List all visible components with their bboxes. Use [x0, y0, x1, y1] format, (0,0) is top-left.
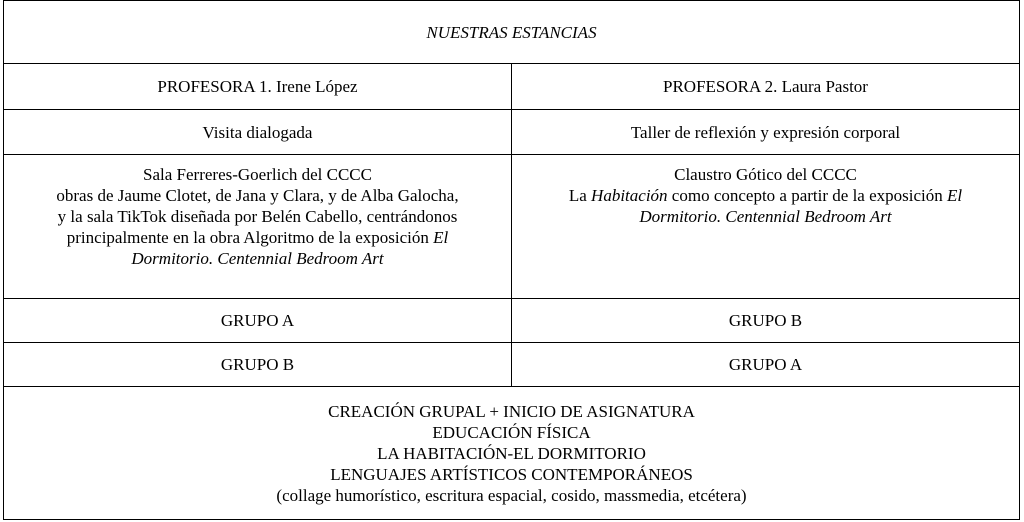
place-2-line-2-text: como concepto a partir de la exposición [667, 186, 948, 205]
place-1-line-5-italic: Dormitorio. Centennial Bedroom Art [131, 249, 384, 268]
place-1-cell [4, 155, 512, 299]
table-title: NUESTRAS ESTANCIAS [4, 1, 1020, 64]
place-1-line-4-italic: El [433, 228, 449, 247]
title-row [4, 1, 1020, 64]
place-2-line-3 [518, 206, 1013, 227]
summary-line-4: LENGUAJES ARTÍSTICOS CONTEMPORÁNEOS [330, 464, 693, 484]
place-2-cell [512, 155, 1020, 299]
place-1-line-3: y la sala TikTok diseñada por Belén Cabello, centrándonos [57, 207, 458, 226]
place-2-line-3-italic: Dormitorio. Centennial Bedroom Art [639, 207, 892, 226]
groups-row-2 [4, 343, 1020, 387]
professors-row [4, 64, 1020, 110]
summary-line-2: EDUCACIÓN FÍSICA [432, 422, 591, 442]
activity-1-cell: Visita dialogada [4, 110, 512, 155]
place-1-line-4 [10, 227, 505, 248]
activities-row [4, 110, 1020, 155]
place-1-line-2: obras de Jaume Clotet, de Jana y Clara, y de Alba Galocha, [56, 186, 459, 205]
summary-line-3: LA HABITACIÓN-EL DORMITORIO [377, 443, 646, 463]
group-row-2-right: GRUPO A [512, 343, 1020, 387]
place-2-line-2-italic: Habitación [591, 186, 668, 205]
summary-line-1: CREACIÓN GRUPAL + INICIO DE ASIGNATURA [328, 401, 695, 421]
place-2-line-2-prefix: La [568, 186, 592, 205]
groups-row-1 [4, 299, 1020, 343]
place-1-line-4-text: principalmente en la obra Algoritmo de la exposición [66, 228, 434, 247]
place-1-line-1: Sala Ferreres-Goerlich del CCCC [143, 165, 372, 184]
group-row-1-right: GRUPO B [512, 299, 1020, 343]
activity-2-cell: Taller de reflexión y expresión corporal [512, 110, 1020, 155]
places-row [4, 155, 1020, 299]
summary-cell [4, 387, 1020, 520]
schedule-table [3, 0, 1020, 520]
group-row-1-left: GRUPO A [4, 299, 512, 343]
summary-row [4, 387, 1020, 520]
professor-2-cell: PROFESORA 2. Laura Pastor [512, 64, 1020, 110]
place-2-line-1: Claustro Gótico del CCCC [674, 165, 857, 184]
place-2-line-2-italic-end: El [947, 186, 963, 205]
group-row-2-left: GRUPO B [4, 343, 512, 387]
summary-line-5: (collage humorístico, escritura espacial, cosido, massmedia, etcétera) [276, 485, 747, 505]
place-2-line-2 [518, 185, 1013, 206]
place-1-line-5 [10, 248, 505, 269]
professor-1-cell: PROFESORA 1. Irene López [4, 64, 512, 110]
